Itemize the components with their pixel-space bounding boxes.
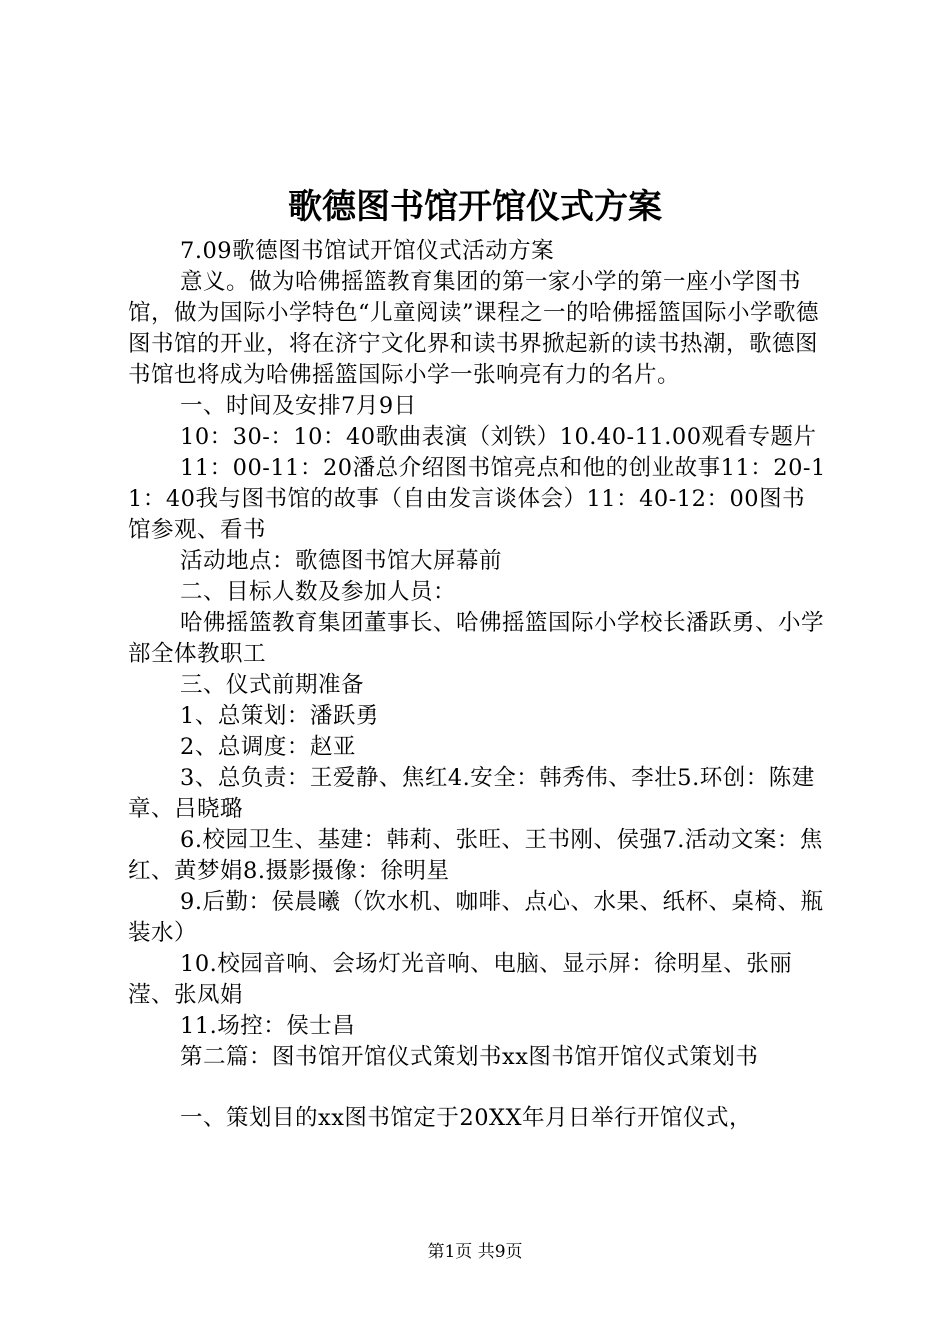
document-title: 歌德图书馆开馆仪式方案 [288, 187, 662, 227]
document-body [128, 236, 828, 1134]
list-item: 10.校园音响、会场灯光音响、电脑、显示屏：徐明星、张丽滢、张凤娟 [128, 951, 793, 1008]
list-item: 1、总策划：潘跃勇 [180, 703, 379, 729]
second-part-heading: 第二篇：图书馆开馆仪式策划书xx图书馆开馆仪式策划书 [180, 1044, 759, 1070]
schedule-paragraph-2: 11：00-11：20潘总介绍图书馆亮点和他的创业故事11：20-11：40我与图书馆的故事（自由发言谈体会）11：40-12：00图书馆参观、看书 [128, 455, 826, 543]
list-item: 6.校园卫生、基建：韩莉、张旺、王书刚、侯强7.活动文案：焦红、黄梦娟8.摄影摄像：徐明星 [128, 827, 823, 884]
section-heading-time: 一、时间及安排7月9日 [180, 393, 417, 419]
subtitle-paragraph: 7.09歌德图书馆试开馆仪式活动方案 [180, 238, 555, 264]
list-item: 3、总负责：王爱静、焦红4.安全：韩秀伟、李壮5.环创：陈建章、吕晓璐 [128, 765, 815, 822]
list-item: 11.场控：侯士昌 [180, 1013, 356, 1039]
paragraph-gap [128, 1073, 828, 1103]
schedule-paragraph-1: 10：30-：10：40歌曲表演（刘铁）10.40-11.00观看专题片 [180, 424, 817, 450]
page-footer: 第1页 共9页 [427, 1242, 523, 1262]
venue-paragraph: 活动地点：歌德图书馆大屏幕前 [180, 548, 503, 574]
section-heading-participants: 二、目标人数及参加人员： [180, 579, 457, 605]
list-item: 2、总调度：赵亚 [180, 734, 356, 760]
meaning-paragraph: 意义。做为哈佛摇篮教育集团的第一家小学的第一座小学图书馆，做为国际小学特色“儿童阅读”课程之一的哈佛摇篮国际小学歌德图书馆的开业，将在济宁文化界和读书界掀起新的读书热潮，歌德图书馆也将成为哈佛摇篮国际小学一张响亮有力的名片。 [128, 269, 820, 388]
section-heading-preparation: 三、仪式前期准备 [180, 672, 365, 698]
purpose-paragraph: 一、策划目的xx图书馆定于20XX年月日举行开馆仪式， [180, 1105, 753, 1131]
participants-paragraph: 哈佛摇篮教育集团董事长、哈佛摇篮国际小学校长潘跃勇、小学部全体教职工 [128, 610, 825, 667]
list-item: 9.后勤：侯晨曦（饮水机、咖啡、点心、水果、纸杯、桌椅、瓶装水） [128, 889, 824, 946]
